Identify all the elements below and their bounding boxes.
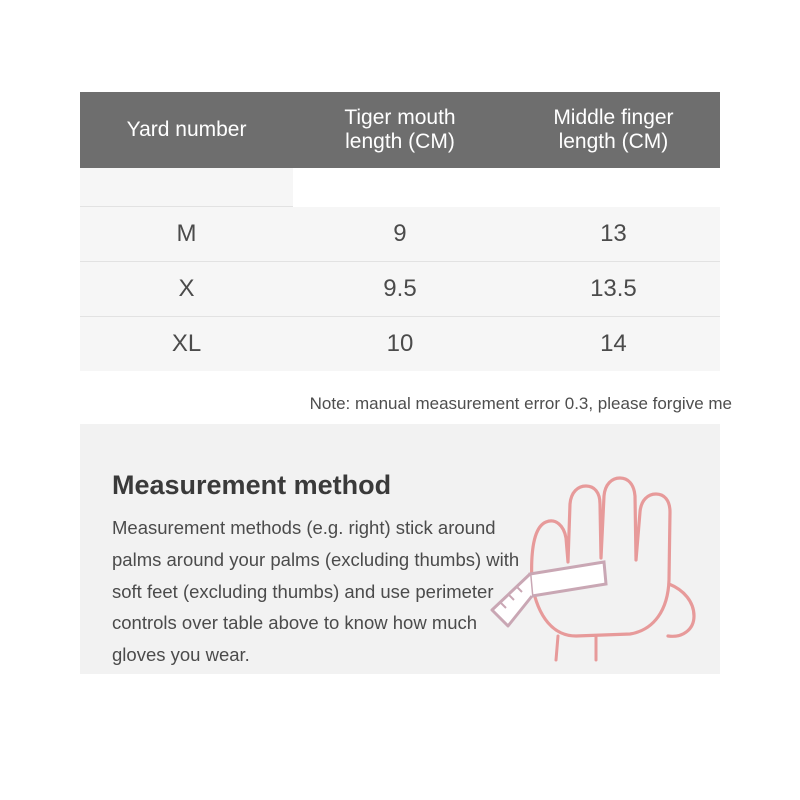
cell-tiger-mouth: 9.5 [293,262,507,317]
cell-tiger-mouth: 9 [293,207,507,262]
column-header-yard-number-line1: Yard number [126,118,247,142]
table-row [80,262,720,317]
size-table [80,92,720,371]
column-header-yard-number [80,92,293,168]
cell-middle-finger: 13.5 [507,262,720,317]
cell-size: X [80,262,293,317]
column-header-middle-finger [507,92,720,168]
blank-cell-left [80,168,293,207]
measurement-note: Note: manual measurement error 0.3, please forgive me [309,394,732,413]
cell-size: M [80,207,293,262]
cell-size: XL [80,317,293,372]
cell-tiger-mouth: 10 [293,317,507,372]
table-body [80,168,720,371]
measurement-method-panel [80,424,720,674]
blank-cell-middle [293,168,507,207]
table-row-blank [80,168,720,207]
table-header-row [80,92,720,168]
cell-middle-finger: 14 [507,317,720,372]
hand-illustration-icon [472,434,712,664]
measurement-method-body: Measurement methods (e.g. right) stick around palms around your palms (excluding thumbs) with soft feet (excluding thumbs) and use perimeter controls over table above to know how much gloves you wear. [112,517,520,666]
column-header-middle-finger-line2: length (CM) [558,130,669,153]
blank-cell-right [507,168,720,207]
column-header-tiger-mouth-line2: length (CM) [345,130,455,153]
table-row [80,207,720,262]
cell-middle-finger: 13 [507,207,720,262]
column-header-middle-finger-line1: Middle finger [553,106,674,130]
measurement-method-title: Measurement method [112,470,392,500]
table-header [80,92,720,168]
table-row [80,317,720,372]
column-header-tiger-mouth-line1: Tiger mouth [344,106,456,130]
column-header-tiger-mouth [293,92,507,168]
